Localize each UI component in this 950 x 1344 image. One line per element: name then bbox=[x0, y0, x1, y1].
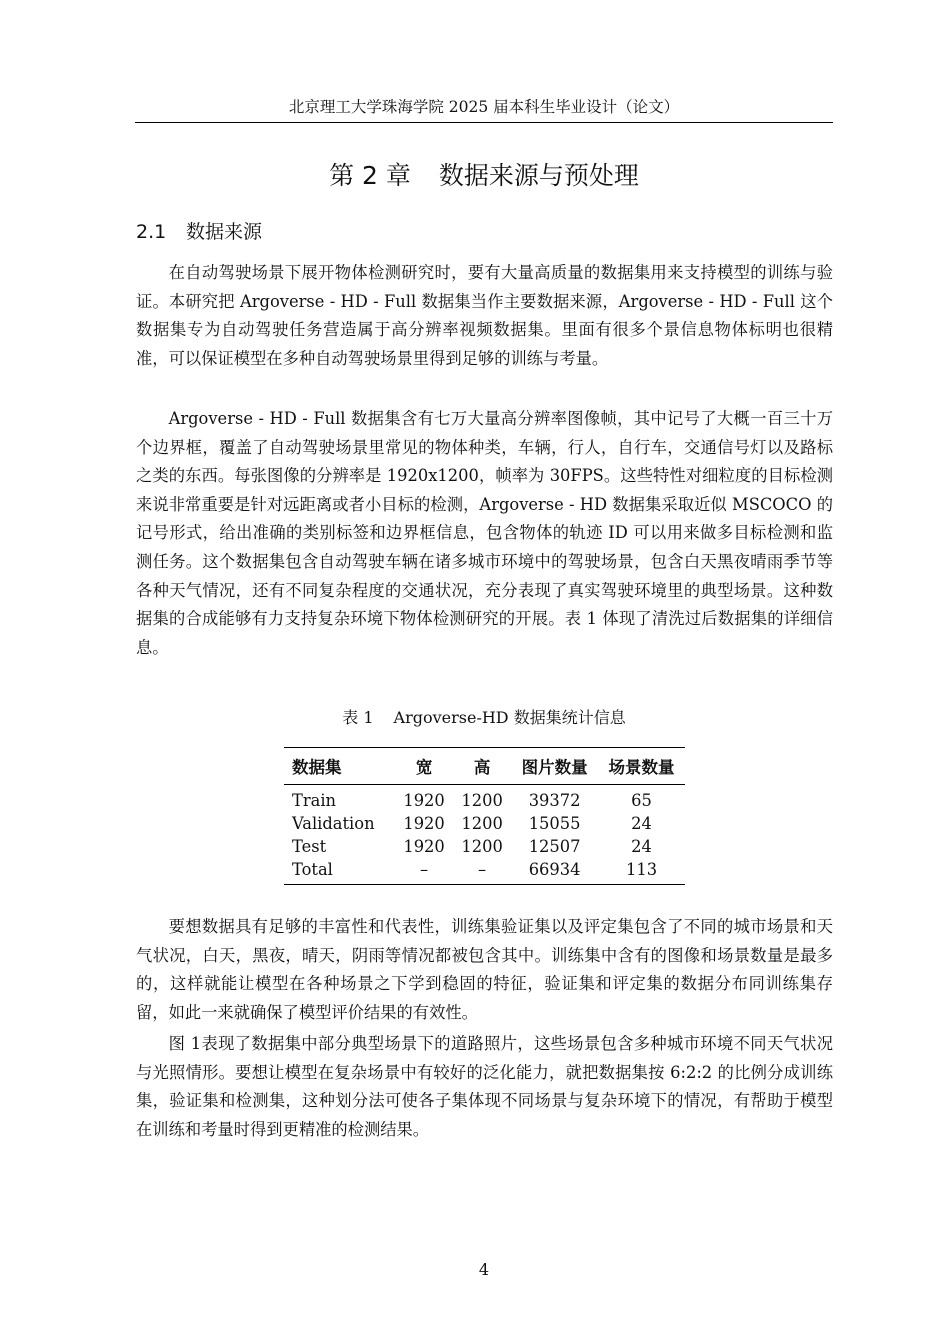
table-row bbox=[284, 812, 685, 835]
table-cell: Total bbox=[284, 858, 395, 885]
section-title: 数据来源 bbox=[186, 221, 263, 243]
chapter-heading bbox=[135, 156, 833, 196]
page-number: 4 bbox=[478, 1260, 490, 1279]
table-row bbox=[284, 858, 685, 885]
section-heading bbox=[136, 217, 262, 247]
table-header-row bbox=[284, 748, 685, 785]
column-header: 数据集 bbox=[284, 748, 395, 785]
table-cell: 1920 bbox=[403, 791, 445, 810]
table-cell: 1200 bbox=[461, 791, 503, 810]
table-cell: 24 bbox=[631, 814, 652, 833]
table-cell: Validation bbox=[292, 814, 375, 833]
table-cell: Train bbox=[292, 791, 337, 810]
header-rule bbox=[135, 122, 833, 123]
body-paragraph-2: Argoverse - HD - Full 数据集含有七万大量高分辨率图像帧，其中记号了大概一百三十万个边界框，覆盖了自动驾驶场景里常见的物体种类，车辆，行人，自行车，交通信号灯以及路标之类的东西。每张图像的分辨率是 1920x1200，帧率为 30FPS。这些特性对细粒度的目标检测来说非常重要是针对远距离或者小目标的检测，Argoverse - HD 数据集采取近似 MSCOCO 的记号形式，给出准确的类别标签和边界框信息，包含物体的轨迹 ID 可以用来做多目标检测和监测任务。这个数据集包含自动驾驶车辆在诸多城市环境中的驾驶场景，包含白天黑夜晴雨季节等各种天气情况，还有不同复杂程度的交通状况，充分表现了真实驾驶环境里的典型场景。这种数据集的合成能够有力支持复杂环境下物体检测研究的开展。表 1 体现了清洗过后数据集的详细信息。 bbox=[136, 409, 833, 657]
table-row bbox=[284, 785, 685, 813]
table-caption-title: Argoverse-HD 数据集统计信息 bbox=[393, 708, 626, 727]
table-row bbox=[284, 835, 685, 858]
body-paragraph-3: 要想数据具有足够的丰富性和代表性，训练集验证集以及评定集包含了不同的城市场景和天气状况，白天，黑夜，晴天，阴雨等情况都被包含其中。训练集中含有的图像和场景数量是最多的，这样就能让模型在各种场景之下学到稳固的特征，验证集和评定集的数据分布同训练集存留，如此一来就确保了模型评价结果的有效性。 bbox=[136, 917, 833, 1022]
table-cell: 24 bbox=[631, 837, 652, 856]
chapter-number: 第 2 章 bbox=[329, 161, 411, 190]
column-header: 宽 bbox=[395, 748, 453, 785]
table-cell: 39372 bbox=[528, 791, 581, 810]
table-cell: – bbox=[395, 858, 453, 885]
chapter-title: 数据来源与预处理 bbox=[438, 161, 639, 190]
table-cell: 12507 bbox=[528, 837, 581, 856]
table-cell: – bbox=[453, 858, 511, 885]
table-cell: 1200 bbox=[461, 814, 503, 833]
table-cell: 1920 bbox=[403, 837, 445, 856]
table-cell: 66934 bbox=[511, 858, 598, 885]
table-cell: 1920 bbox=[403, 814, 445, 833]
body-paragraph-4: 图 1表现了数据集中部分典型场景下的道路照片，这些场景包含多种城市环境不同天气状况与光照情形。要想让模型在复杂场景中有较好的泛化能力，就把数据集按 6:2:2 的比例分成训练集，验证集和检测集，这种划分法可使各子集体现不同场景与复杂环境下的情况，有帮助于模型在训练和考量时得到更精准的检测结果。 bbox=[136, 1034, 833, 1139]
section-number: 2.1 bbox=[136, 221, 167, 243]
column-header: 场景数量 bbox=[598, 748, 685, 785]
table-cell: 113 bbox=[598, 858, 685, 885]
body-paragraph-1: 在自动驾驶场景下展开物体检测研究时，要有大量高质量的数据集用来支持模型的训练与验证。本研究把 Argoverse - HD - Full 数据集当作主要数据来源，Argoverse - HD - Full 这个数据集专为自动驾驶任务营造属于高分辨率视频数据集。里面有很多个景信息物体标明也很精准，可以保证模型在多种自动驾驶场景里得到足够的训练与考量。 bbox=[136, 263, 833, 368]
table-cell: 15055 bbox=[528, 814, 581, 833]
table-cell: 1200 bbox=[461, 837, 503, 856]
table-cell: 65 bbox=[631, 791, 652, 810]
table-caption-label: 表 1 bbox=[342, 708, 374, 727]
table-caption bbox=[135, 704, 833, 732]
running-header: 北京理工大学珠海学院 2025 届本科生毕业设计（论文） bbox=[288, 98, 680, 116]
table-cell: Test bbox=[292, 837, 327, 856]
dataset-stats-table bbox=[284, 747, 685, 885]
column-header: 图片数量 bbox=[511, 748, 598, 785]
column-header: 高 bbox=[453, 748, 511, 785]
